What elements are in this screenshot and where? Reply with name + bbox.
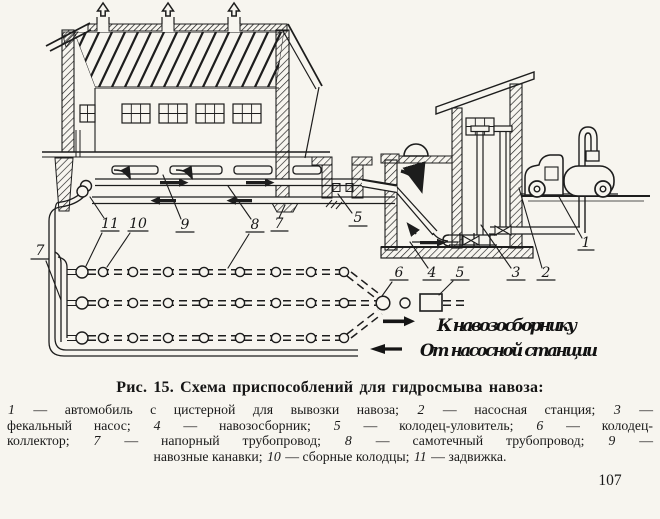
svg-text:11: 11: [101, 216, 119, 232]
svg-text:5: 5: [455, 265, 465, 281]
pit-left-wall: [385, 160, 397, 250]
svg-text:3: 3: [511, 265, 521, 281]
well-row: [76, 332, 349, 344]
svg-text:8: 8: [250, 217, 260, 233]
cab-window: [545, 167, 558, 180]
legend-line: коллектор; 7 — напорный трубопровод; 8 — самотечный трубопровод; 9 —: [7, 433, 654, 449]
station-right-wall: [510, 84, 522, 248]
figure-caption: Рис. 15. Схема приспособлений для гидросмыва навоза:: [116, 379, 544, 396]
svg-text:4: 4: [427, 265, 437, 281]
window-icon: [159, 104, 187, 123]
barn-roof-hatching: [60, 32, 307, 87]
window-icon: [233, 104, 261, 123]
pit-floor: [381, 247, 533, 258]
window-icon: [80, 105, 95, 122]
barn-windows: [80, 104, 261, 123]
barn-right-wall: [276, 30, 289, 203]
trap-well-box: [420, 294, 442, 311]
pressure-pipe: [92, 196, 395, 204]
manhole-dome: [404, 144, 428, 156]
legend-line: 1 — автомобиль с цистерной для вывозки навоза; 2 — насосная станция; 3 —: [8, 402, 654, 417]
svg-text:7: 7: [274, 216, 284, 232]
figure-legend: [7, 402, 653, 464]
manure-gutters: [112, 166, 321, 174]
barn-left-wall: [62, 30, 74, 152]
well-field: [55, 252, 468, 344]
barn-right-footing: [272, 203, 298, 212]
svg-text:1: 1: [581, 235, 591, 251]
callout-6: [382, 265, 408, 296]
page-number: 107: [598, 472, 622, 489]
pit-cover-slab: [399, 156, 452, 163]
window-icon: [196, 104, 224, 123]
station-left-wall: [452, 108, 462, 248]
window-icon: [122, 104, 150, 123]
svg-text:5: 5: [353, 210, 363, 226]
pit-up-arrow: [408, 224, 416, 234]
well-row: [76, 297, 349, 309]
well-row: [76, 266, 349, 278]
svg-text:6: 6: [394, 265, 404, 281]
from-station-label: От насосной станции: [420, 341, 598, 360]
to-collector-arrow: [383, 316, 415, 326]
truck: [522, 155, 618, 197]
pit-inflow-arrow: [401, 171, 421, 189]
to-collector-label: К навозосборнику: [437, 316, 577, 336]
valve-icon: [77, 186, 88, 197]
barn-gable: [288, 24, 322, 86]
vent-arrow-icon: [228, 3, 240, 24]
svg-text:9: 9: [180, 217, 190, 233]
legend-line: фекальный насос; 4 — навозосборник; 5 — колодец-уловитель; 6 — колодец-: [7, 417, 654, 433]
valve-symbol: [471, 236, 479, 245]
callout-7-left: [31, 243, 61, 300]
from-station-arrow: [370, 344, 402, 354]
callout-5-lower: [439, 265, 469, 295]
callout-1: [558, 195, 594, 251]
valve-symbol: [463, 236, 471, 245]
vent-arrow-icon: [162, 3, 174, 24]
barn-roof-band: [46, 23, 287, 51]
svg-text:7: 7: [35, 243, 45, 259]
flow-annotations: [370, 316, 598, 360]
svg-text:2: 2: [541, 265, 551, 281]
vent-arrow-icon: [97, 3, 109, 24]
legend-line: навозные канавки; 10 — сборные колодцы; 11 — задвижка.: [153, 448, 507, 464]
collector-well: [376, 296, 390, 310]
manure-pit: [362, 144, 533, 258]
svg-text:10: 10: [129, 216, 147, 232]
roof-vents: [97, 3, 240, 24]
station-standpipes: [471, 126, 512, 235]
